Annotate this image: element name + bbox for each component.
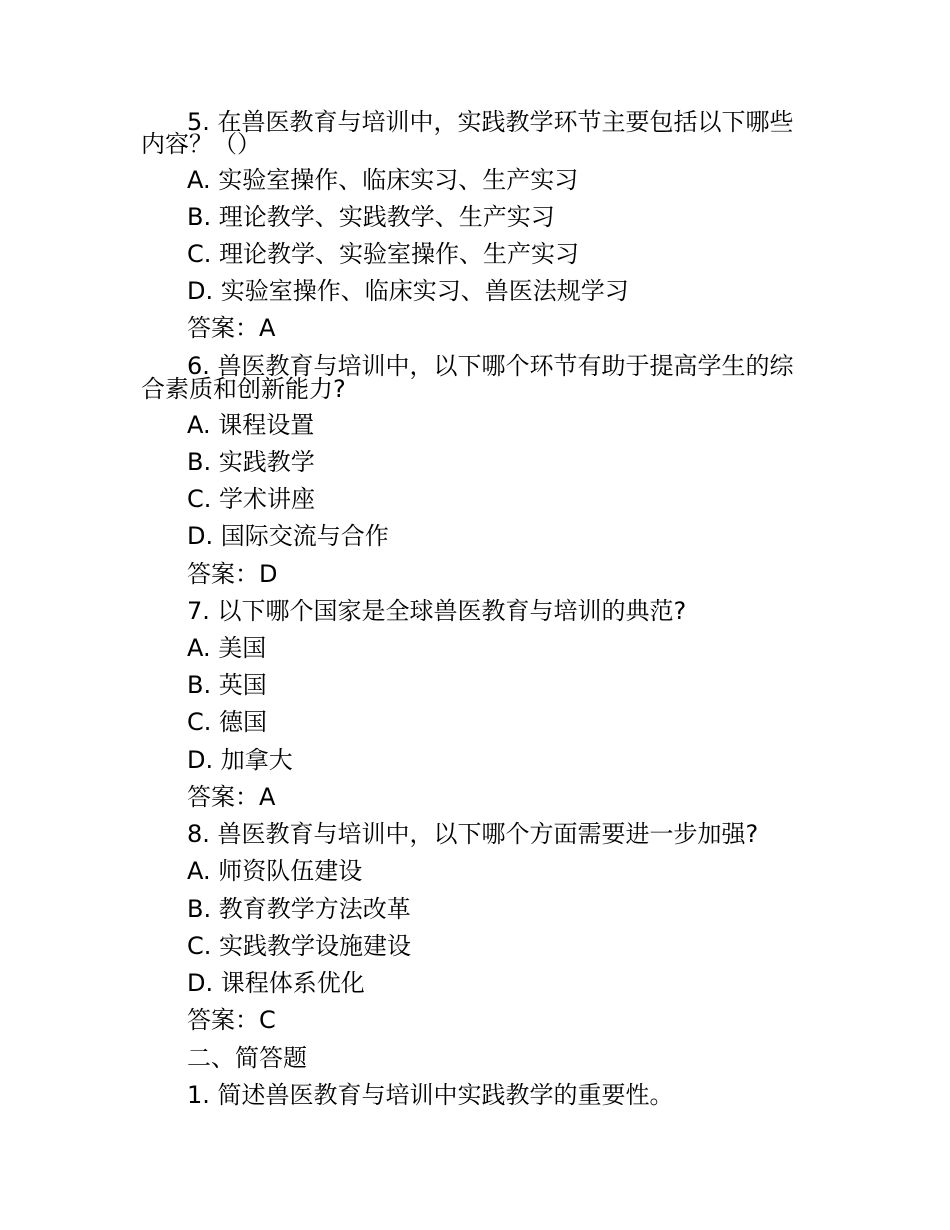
question-6-option-d: D. 国际交流与合作 [187, 522, 389, 550]
question-6-text-continued: 合素质和创新能力? [141, 375, 346, 403]
question-7-option-a: A. 美国 [187, 634, 267, 662]
question-8-option-c: C. 实践教学设施建设 [187, 932, 412, 960]
question-7-answer: 答案：A [187, 783, 276, 811]
question-6-option-a: A. 课程设置 [187, 411, 315, 439]
question-8-option-a: A. 师资队伍建设 [187, 857, 363, 885]
question-5-option-c: C. 理论教学、实验室操作、生产实习 [187, 240, 580, 268]
question-5-option-a: A. 实验室操作、临床实习、生产实习 [187, 166, 579, 194]
question-6-answer: 答案：D [187, 560, 278, 588]
question-8-answer: 答案：C [187, 1006, 276, 1034]
question-7-text: 7. 以下哪个国家是全球兽医教育与培训的典范? [187, 597, 687, 625]
question-5-answer: 答案：A [187, 314, 276, 342]
question-5-option-b: B. 理论教学、实践教学、生产实习 [187, 203, 555, 231]
question-8-option-b: B. 教育教学方法改革 [187, 895, 411, 923]
question-6-option-b: B. 实践教学 [187, 448, 315, 476]
question-5-option-d: D. 实验室操作、临床实习、兽医法规学习 [187, 277, 629, 305]
question-8-option-d: D. 课程体系优化 [187, 969, 365, 997]
question-8-text: 8. 兽医教育与培训中，以下哪个方面需要进一步加强? [187, 820, 759, 848]
question-7-option-b: B. 英国 [187, 671, 267, 699]
question-5-text: 5. 在兽医教育与培训中，实践教学环节主要包括以下哪些 [187, 108, 794, 136]
question-6-text: 6. 兽医教育与培训中，以下哪个环节有助于提高学生的综 [187, 352, 794, 380]
question-7-option-c: C. 德国 [187, 708, 268, 736]
section-heading: 二、简答题 [187, 1044, 307, 1072]
short-answer-question-1: 1. 简述兽医教育与培训中实践教学的重要性。 [187, 1081, 674, 1109]
question-6-option-c: C. 学术讲座 [187, 485, 316, 513]
question-5-text-continued: 内容？（） [141, 130, 261, 158]
question-7-option-d: D. 加拿大 [187, 746, 293, 774]
